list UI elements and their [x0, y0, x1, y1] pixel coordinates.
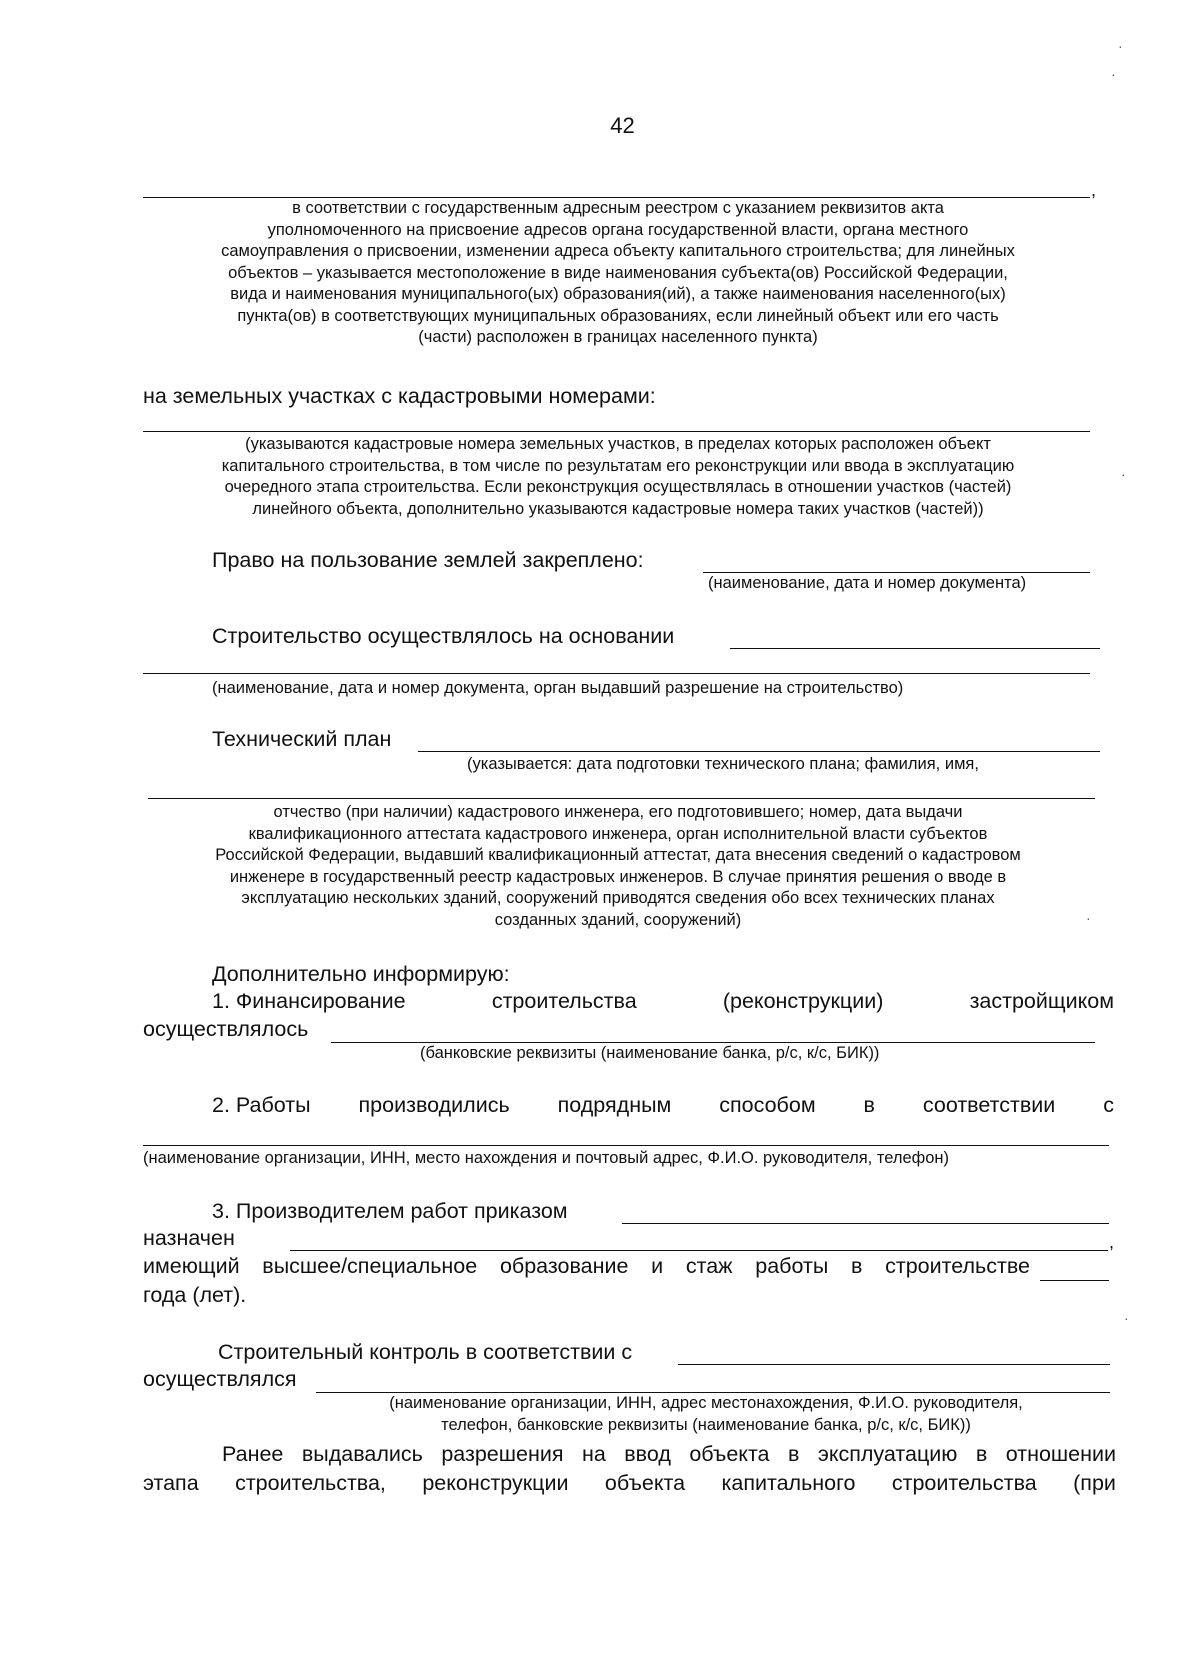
land-right-field-line [703, 572, 1090, 573]
comma-mark: , [1091, 180, 1097, 200]
control-note: (наименование организации, ИНН, адрес местонахождения, Ф.И.О. руководителя, телефон, банковские реквизиты (наименование банка, р/с, к/с, БИК)) [389, 1394, 1023, 1434]
scan-speck: · [1086, 910, 1091, 926]
tech-plan-note-2: отчество (при наличии) кадастрового инженера, его подготовившего; номер, дата выдачи квалификационного аттестата кадастрового инженера, орган исполнительной власти субъектов Российской Федерации, выдавший квалификационный аттестат, дата внесения сведений о кадастровом инженере в государственный реестр кадастровых инженеров. В случае принятия решения о вводе в эксплуатацию нескольких зданий, сооружений приводятся сведения обо всех технических планах созданных зданий, сооружений) [215, 803, 1021, 929]
page-number: 42 [610, 113, 635, 138]
scan-speck: · [1121, 466, 1126, 482]
item2-note: (наименование организации, ИНН, место нахождения и почтовый адрес, Ф.И.О. руководителя, телефон) [143, 1149, 949, 1167]
experience-field-line [1040, 1280, 1109, 1281]
item3-line3: имеющий высшее/специальное образование и стаж работы в строительстве [143, 1254, 1030, 1278]
item3-order-field-line [622, 1223, 1109, 1224]
construction-basis-label: Строительство осуществлялось на основании [212, 624, 675, 648]
control-field-line [678, 1364, 1110, 1365]
address-note: в соответствии с государственным адресным реестром с указанием реквизитов акта уполномоченного на присвоение адресов органа государственной власти, органа местного самоуправления о присвоении, изменении адреса объекту капитального строительства; для линейных объектов – указывается местоположение в виде наименования субъекта(ов) Российской Федерации, вида и наименования муниципального(ых) образования(ий), а также наименования населенного(ых) пункта(ов) в соответствующих муниципальных образованиях, если линейный объект или его часть (части) расположен в границах населенного пункта) [221, 199, 1015, 346]
scan-speck: · [1111, 66, 1116, 82]
construction-basis-note: (наименование, дата и номер документа, орган выдавший разрешение на строительство) [212, 679, 904, 697]
scan-speck: · [1124, 1310, 1129, 1326]
item1-line1: 1. Финансирование строительства (реконструкции) застройщиком [212, 989, 1114, 1013]
tech-plan-note-1: (указывается: дата подготовки технического плана; фамилия, имя, [467, 755, 979, 773]
land-right-label: Право на пользование землей закреплено: [212, 548, 644, 572]
tech-plan-field-line [418, 751, 1100, 752]
construction-basis-field-line [730, 648, 1100, 649]
prior-permits-line1: Ранее выдавались разрешения на ввод объекта в эксплуатацию в отношении [222, 1442, 1116, 1466]
item1-line2: осуществлялось [143, 1017, 309, 1041]
item3-appointee-field-line [290, 1250, 1108, 1251]
item1-note: (банковские реквизиты (наименование банка, р/с, к/с, БИК)) [420, 1044, 880, 1062]
item2-line: 2. Работы производились подрядным способом в соответствии с [212, 1093, 1114, 1117]
item3-line1: 3. Производителем работ приказом [212, 1199, 568, 1223]
scan-speck: · [1118, 38, 1123, 54]
cadastral-field-line [143, 431, 1090, 432]
item3-line4: года (лет). [143, 1283, 247, 1307]
tech-plan-field-line-2 [148, 798, 1095, 799]
additional-info-label: Дополнительно информирую: [212, 962, 510, 986]
prior-permits-line2: этапа строительства, реконструкции объекта капитального строительства (при [143, 1471, 1116, 1495]
control-line2: осуществлялся [143, 1367, 297, 1391]
item2-field-line [143, 1145, 1109, 1146]
item3-line2: назначен [143, 1226, 235, 1250]
land-right-note: (наименование, дата и номер документа) [708, 574, 1027, 592]
tech-plan-label: Технический план [212, 727, 392, 751]
construction-basis-field-line-2 [143, 673, 1090, 674]
control-line1: Строительный контроль в соответствии с [218, 1340, 633, 1364]
item1-field-line [331, 1042, 1095, 1043]
comma-mark-2: , [1109, 1232, 1115, 1252]
land-plots-label: на земельных участках с кадастровыми номерами: [143, 384, 656, 408]
cadastral-note: (указываются кадастровые номера земельных участков, в пределах которых расположен объект капитального строительства, в том числе по результатам его реконструкции или ввода в эксплуатацию очередного этапа строительства. Если реконструкция осуществлялась в отношении участков (частей) линейного объекта, дополнительно указываются кадастровые номера таких участков (частей)) [221, 435, 1015, 518]
